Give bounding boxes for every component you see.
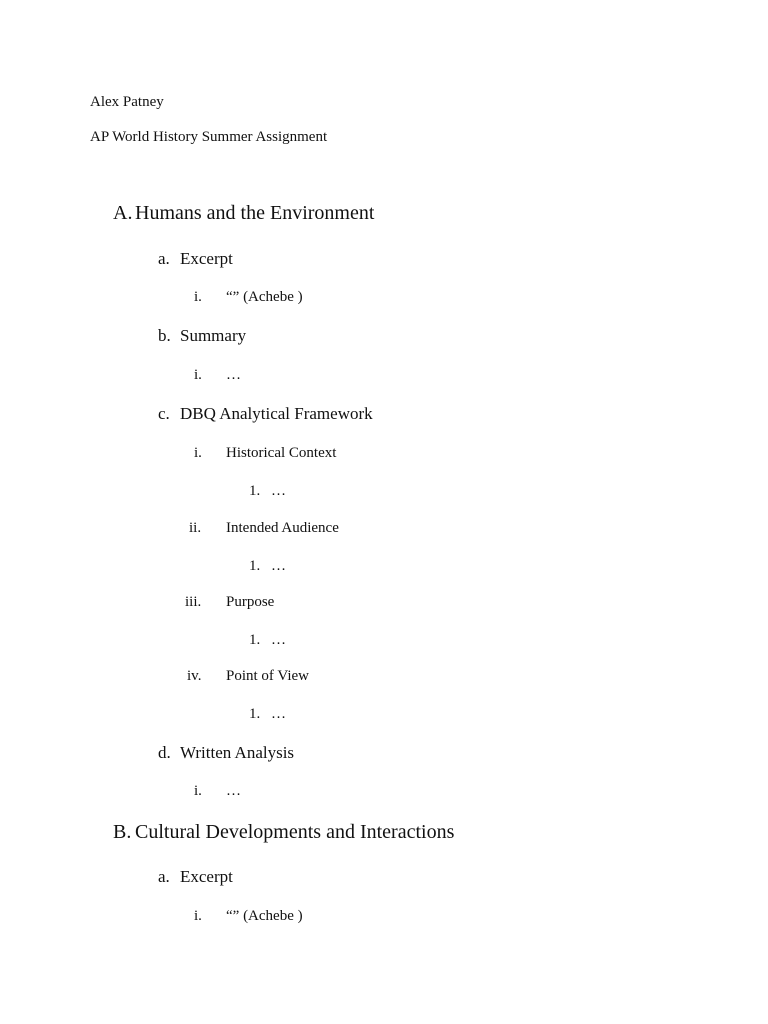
subitem-text: … — [226, 783, 241, 799]
section-heading: Humans and the Environment — [135, 202, 375, 224]
subitem-text: Historical Context — [226, 445, 337, 461]
item-label: DBQ Analytical Framework — [180, 404, 373, 423]
subitem-text: “” (Achebe ) — [226, 908, 303, 924]
item-marker: d. — [158, 743, 171, 762]
numbered-text: … — [271, 706, 286, 722]
subitem-text: “” (Achebe ) — [226, 289, 303, 305]
subitem-marker: i. — [194, 367, 202, 383]
numbered-marker: 1. — [249, 483, 261, 499]
numbered-marker: 1. — [249, 558, 261, 574]
item-label: Excerpt — [180, 867, 233, 886]
subitem-text: Purpose — [226, 594, 275, 610]
numbered-text: … — [271, 483, 286, 499]
author-name: Alex Patney — [90, 94, 164, 110]
item-label: Excerpt — [180, 249, 233, 268]
course-title: AP World History Summer Assignment — [90, 129, 328, 145]
item-marker: a. — [158, 249, 170, 268]
item-marker: c. — [158, 404, 170, 423]
numbered-marker: 1. — [249, 706, 261, 722]
subitem-text: … — [226, 367, 241, 383]
subitem-text: Point of View — [226, 668, 309, 684]
section-heading: Cultural Developments and Interactions — [135, 821, 455, 843]
numbered-text: … — [271, 632, 286, 648]
section-marker: B. — [113, 821, 132, 843]
item-label: Written Analysis — [180, 743, 295, 762]
numbered-marker: 1. — [249, 632, 261, 648]
subitem-marker: ii. — [189, 520, 202, 536]
subitem-text: Intended Audience — [226, 520, 339, 536]
subitem-marker: iii. — [185, 594, 202, 610]
subitem-marker: i. — [194, 289, 202, 305]
item-marker: a. — [158, 867, 170, 886]
subitem-marker: i. — [194, 445, 202, 461]
item-marker: b. — [158, 326, 171, 345]
subitem-marker: iv. — [187, 668, 202, 684]
numbered-text: … — [271, 558, 286, 574]
subitem-marker: i. — [194, 908, 202, 924]
item-label: Summary — [180, 326, 247, 345]
section-marker: A. — [113, 202, 133, 224]
subitem-marker: i. — [194, 783, 202, 799]
